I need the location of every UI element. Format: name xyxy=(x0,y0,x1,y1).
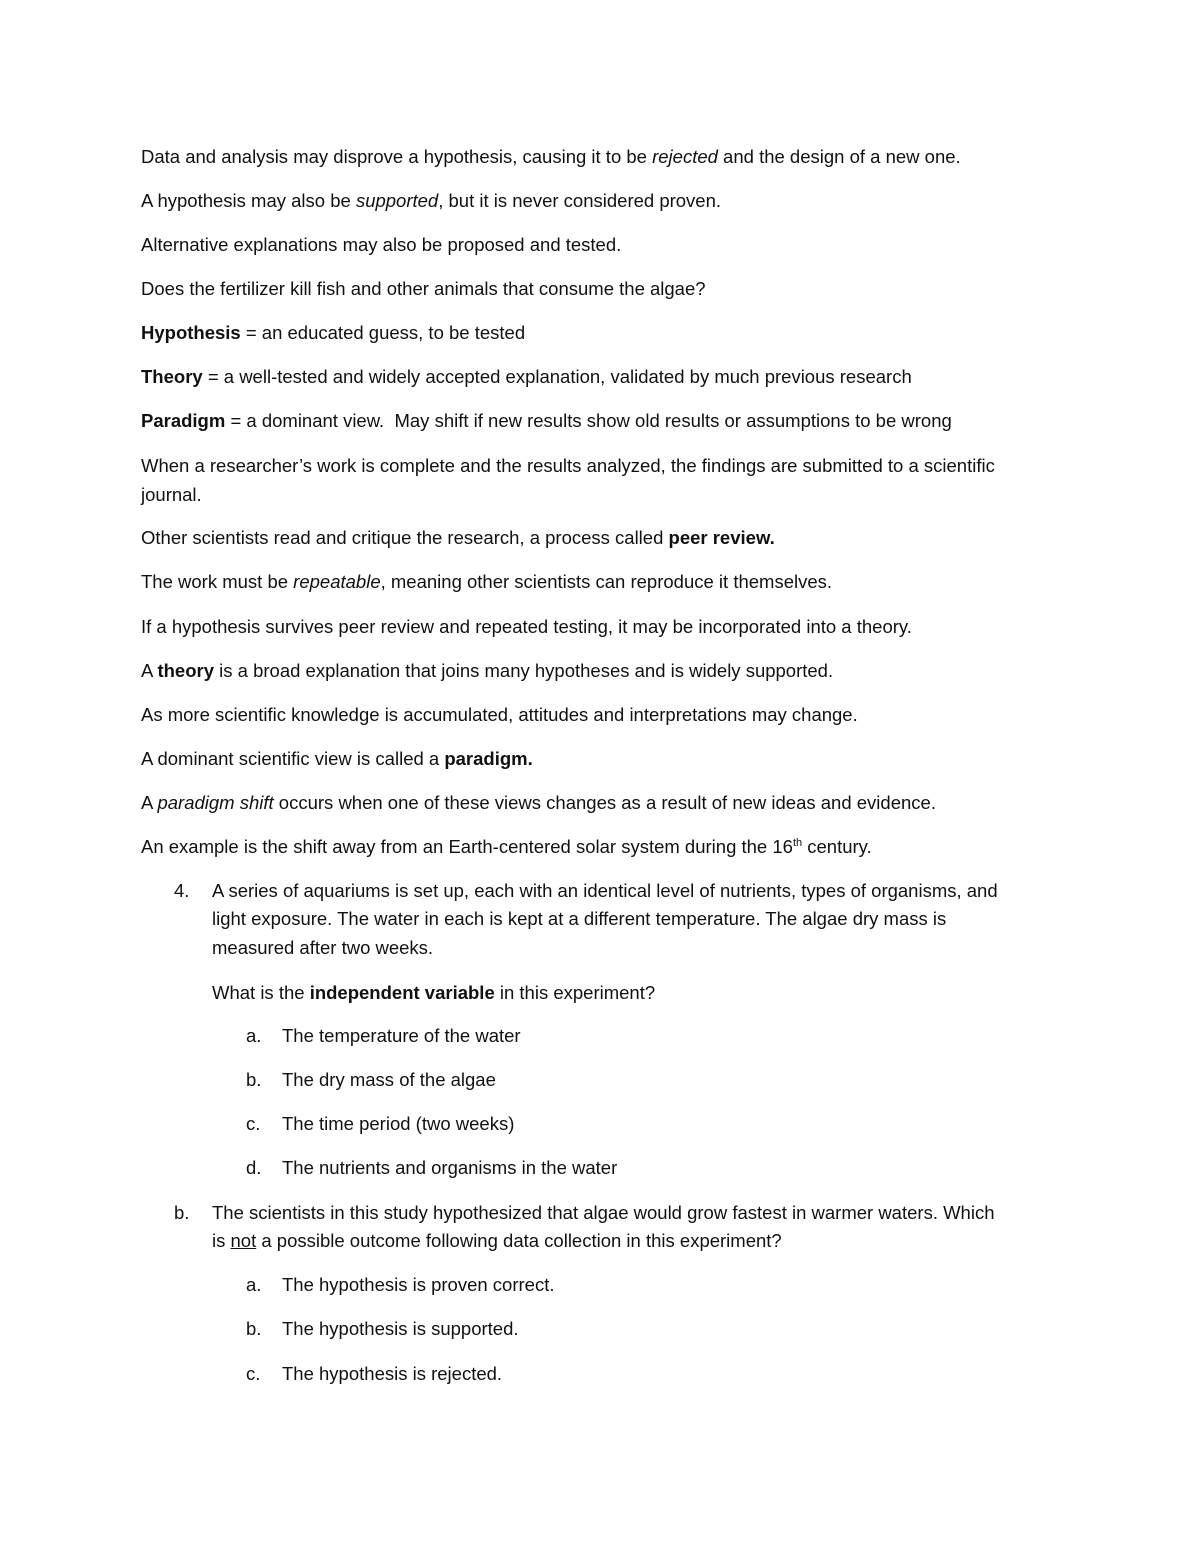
paragraph-knowledge: As more scientific knowledge is accumulated, attitudes and interpretations may change. xyxy=(141,704,858,725)
option-text: The dry mass of the algae xyxy=(282,1069,496,1090)
bold-term: independent variable xyxy=(309,982,495,1003)
paragraph-repeatable xyxy=(141,567,1071,596)
option-text: The temperature of the water xyxy=(282,1025,521,1046)
text: is xyxy=(212,1230,231,1251)
text: A dominant scientific view is called a xyxy=(141,748,445,769)
question-text-line2 xyxy=(212,1226,782,1255)
option-letter: c. xyxy=(246,1363,261,1384)
option-letter: a. xyxy=(246,1274,262,1295)
question-number: b. xyxy=(174,1202,190,1223)
italic-term: paradigm shift xyxy=(157,792,274,813)
option-text: The time period (two weeks) xyxy=(282,1113,515,1134)
bold-term: paradigm. xyxy=(444,748,533,769)
text: = a well-tested and widely accepted explanation, validated by much previous research xyxy=(202,366,912,387)
text: = an educated guess, to be tested xyxy=(240,322,526,343)
question-text-line1: The scientists in this study hypothesized that algae would grow fastest in warmer waters. Which xyxy=(212,1202,995,1223)
question-prompt xyxy=(212,978,655,1007)
underlined-term: not xyxy=(230,1230,257,1251)
text: , meaning other scientists can reproduce it themselves. xyxy=(380,571,833,592)
question-text-line3: measured after two weeks. xyxy=(212,937,434,958)
text: A xyxy=(141,792,158,813)
question-text-line2: light exposure. The water in each is kept at a different temperature. The algae dry mass is xyxy=(212,908,947,929)
text: is a broad explanation that joins many hypotheses and is widely supported. xyxy=(214,660,834,681)
option-letter: c. xyxy=(246,1113,261,1134)
bold-term: Hypothesis xyxy=(141,322,241,343)
text: Other scientists read and critique the research, a process called xyxy=(141,527,669,548)
bold-term: theory xyxy=(157,660,215,681)
paragraph-fertilizer-question: Does the fertilizer kill fish and other animals that consume the algae? xyxy=(141,278,706,299)
option-text: The nutrients and organisms in the water xyxy=(282,1157,618,1178)
paragraph-alternatives: Alternative explanations may also be proposed and tested. xyxy=(141,234,622,255)
paragraph-survives: If a hypothesis survives peer review and repeated testing, it may be incorporated into a theory. xyxy=(141,616,912,637)
paragraph-supported xyxy=(141,186,1071,215)
option-text: The hypothesis is rejected. xyxy=(282,1363,503,1384)
option-letter: a. xyxy=(246,1025,262,1046)
paragraph-journal-line1: When a researcher’s work is complete and the results analyzed, the findings are submitted to a scientific xyxy=(141,455,995,476)
question-text-line1: A series of aquariums is set up, each with an identical level of nutrients, types of organisms, and xyxy=(212,880,998,901)
option-letter: b. xyxy=(246,1318,262,1339)
text: What is the xyxy=(212,982,310,1003)
option-text: The hypothesis is supported. xyxy=(282,1318,519,1339)
definition-theory xyxy=(141,362,1071,391)
option-letter: d. xyxy=(246,1157,262,1178)
text: century. xyxy=(802,836,872,857)
text: occurs when one of these views changes as a result of new ideas and evidence. xyxy=(273,792,936,813)
text: a possible outcome following data collection in this experiment? xyxy=(256,1230,782,1251)
bold-term: peer review. xyxy=(668,527,775,548)
paragraph-theory xyxy=(141,656,1071,685)
definition-hypothesis xyxy=(141,318,1071,347)
text: = a dominant view. May shift if new results show old results or assumptions to be wrong xyxy=(225,410,952,431)
bold-term: Theory xyxy=(141,366,203,387)
text: Data and analysis may disprove a hypothesis, causing it to be xyxy=(141,146,653,167)
paragraph-example xyxy=(141,832,1071,861)
italic-term: rejected xyxy=(652,146,718,167)
paragraph-journal-line2: journal. xyxy=(141,484,202,505)
superscript: th xyxy=(792,836,803,849)
option-letter: b. xyxy=(246,1069,262,1090)
paragraph-peer-review xyxy=(141,523,1071,552)
paragraph-paradigm-shift xyxy=(141,788,1071,817)
definition-paradigm xyxy=(141,406,1071,435)
text: and the design of a new one. xyxy=(717,146,961,167)
option-text: The hypothesis is proven correct. xyxy=(282,1274,555,1295)
paragraph-paradigm xyxy=(141,744,1071,773)
text: An example is the shift away from an Earth-centered solar system during the 16 xyxy=(141,836,793,857)
question-number: 4. xyxy=(174,880,190,901)
text: in this experiment? xyxy=(494,982,656,1003)
bold-term: Paradigm xyxy=(141,410,226,431)
text: , but it is never considered proven. xyxy=(438,190,722,211)
text: A xyxy=(141,660,158,681)
italic-term: repeatable xyxy=(293,571,381,592)
text: The work must be xyxy=(141,571,294,592)
paragraph-rejected xyxy=(141,142,1071,171)
italic-term: supported xyxy=(355,190,439,211)
text: A hypothesis may also be xyxy=(141,190,356,211)
